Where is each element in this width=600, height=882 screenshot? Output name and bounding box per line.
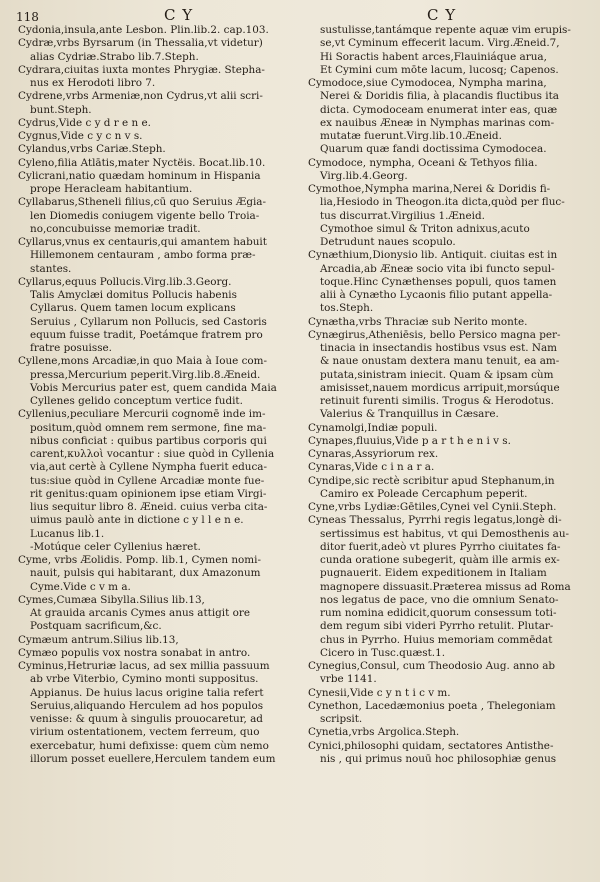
text-line: Cynaras,Vide c i n a r a. xyxy=(308,461,435,474)
text-line: Cydrara,ciuitas iuxta montes Phrygiæ. Stepha- xyxy=(18,63,265,76)
left-text-column xyxy=(18,24,300,766)
text-line: venisse: & quum à singulis prouocaretur, ad xyxy=(30,713,263,725)
text-line: Seruius , Cyllarum non Pollucis, sed Castoris xyxy=(30,315,267,328)
text-line: Cymæum antrum.Silius lib.13, xyxy=(18,633,179,646)
text-line: Cyllarus,vnus ex centauris,qui amantem habuit xyxy=(18,236,267,248)
text-line: Hi Soractis habent arces,Flauiniáque arua, xyxy=(320,50,547,63)
text-line: bunt.Steph. xyxy=(30,103,92,116)
text-line: via,aut certè à Cyllene Nympha fuerit educa- xyxy=(30,461,268,474)
right-column-heading: C Y xyxy=(427,6,457,24)
text-line: Camiro ex Poleade Cercaphum peperit. xyxy=(320,487,528,500)
text-line: Appianus. De huius lacus origine talia refert xyxy=(30,686,264,699)
text-line: Cynethon, Lacedæmonius poeta , Thelegoniam xyxy=(308,699,556,712)
text-line: uimus paulò ante in dictione c y l l e n e. xyxy=(30,514,244,527)
text-line: no,concubuisse memoriæ tradit. xyxy=(30,222,201,235)
text-line: Cynaras,Assyriorum rex. xyxy=(308,448,439,460)
text-line: tinacia in insectandis hostibus vsus est. Nam xyxy=(320,342,558,354)
text-line: Cymes,Cumæa Sibylla.Silius lib.13, xyxy=(18,593,205,606)
text-line: nis , qui primus nouū hoc philosophiæ genus xyxy=(320,752,557,765)
text-line: nos legatus de pace, vno die omnium Senato- xyxy=(320,593,559,606)
right-text-column xyxy=(308,24,590,766)
text-line: Cydonia,insula,ante Lesbon. Plin.lib.2. cap.103. xyxy=(18,24,269,36)
text-line: Cynapes,fluuius,Vide p a r t h e n i v s. xyxy=(308,434,511,447)
text-line: tus discurrat.Virgilius 1.Æneid. xyxy=(320,209,485,222)
text-line: len Diomedis coniugem vigente bello Troia- xyxy=(30,209,260,222)
text-line: Cynamolgi,Indiæ populi. xyxy=(308,421,438,434)
text-line: Nerei & Doridis filia, à placandis fluctibus ita xyxy=(320,90,559,103)
text-line: toque.Hinc Cynæthenses populi, quos tamen xyxy=(320,275,557,288)
page-header xyxy=(0,4,600,26)
text-line: fratre posuisse. xyxy=(30,342,112,354)
text-line: virium ostentationem, vectem ferreum, quo xyxy=(30,726,260,739)
text-line: alii à Cynætho Lycaonis filio putant appella- xyxy=(320,289,553,301)
page-number: 118 xyxy=(16,10,39,24)
text-line: Cyleno,filia Atlātis,mater Nyctëis. Bocat.lib.10. xyxy=(18,156,266,169)
text-line: Cymothoe,Nympha marina,Nerei & Doridis fi- xyxy=(308,183,551,195)
text-line: Cylandus,vrbs Cariæ.Steph. xyxy=(18,143,166,156)
text-line: ab vrbe Viterbio, Cymino monti suppositus. xyxy=(30,673,259,686)
text-line: Quarum quæ fandi doctissima Cymodocea. xyxy=(320,143,547,156)
text-line: magnopere dissuasit.Præterea missus ad Roma xyxy=(320,580,571,593)
text-line: Cydrus,Vide c y d r e n e. xyxy=(18,116,151,129)
text-line: stantes. xyxy=(30,262,72,275)
text-line: lia,Hesiodo in Theogon.ita dicta,quòd per fluc- xyxy=(320,196,565,209)
text-line: pugnauerit. Eidem expeditionem in Italiam xyxy=(320,567,547,580)
left-column-heading: C Y xyxy=(164,6,194,24)
text-line: Virg.lib.4.Georg. xyxy=(320,169,408,182)
text-line: & naue onustam dextera manu tenuit, ea am- xyxy=(320,355,560,368)
text-line: tos.Steph. xyxy=(320,302,374,315)
text-line: rit genitus:quam opinionem ipse etiam Virgi- xyxy=(30,487,267,500)
text-line: Vobis Mercurius pater est, quem candida Maia xyxy=(30,381,277,394)
text-line: lius sequitur libro 8. Æneid. cuius verba cita- xyxy=(30,501,268,513)
text-line: scripsit. xyxy=(320,713,363,725)
text-line: Arcadia,ab Æneæ socio vita ibi functo sepul- xyxy=(320,262,555,275)
text-line: Cydræ,vrbs Byrsarum (in Thessalia,vt videtur) xyxy=(18,37,263,50)
text-line: Cynætha,vrbs Thraciæ sub Nerito monte. xyxy=(308,315,528,328)
text-line: rum nomina edidicit,quorum consessum toti- xyxy=(320,607,557,619)
text-line: equum fuisse tradit, Poetámque fratrem pro xyxy=(30,328,263,341)
text-line: Cynægirus,Atheniēsis, bello Persico magna per- xyxy=(308,328,561,341)
text-line: Detrudunt naues scopulo. xyxy=(320,236,456,248)
text-line: nus ex Herodoti libro 7. xyxy=(30,77,156,89)
text-line: Cyndipe,sic rectè scribitur apud Stephanum,in xyxy=(308,474,555,487)
text-line: Cyllabarus,Stheneli filius,cū quo Seruius Ægia- xyxy=(18,196,267,209)
text-line: ex nauibus Æneæ in Nymphas marinas com- xyxy=(320,116,555,129)
text-line: mutatæ fuerunt.Virg.lib.10.Æneid. xyxy=(320,130,502,142)
text-line: Cyminus,Hetruriæ lacus, ad sex millia passuum xyxy=(18,660,270,672)
text-line: Cynesii,Vide c y n t i c v m. xyxy=(308,686,451,699)
text-line: Cymodoce, nympha, Oceani & Tethyos filia. xyxy=(308,156,538,169)
text-line: putata,sinistram iniecit. Quam & ipsam cùm xyxy=(320,368,554,381)
text-line: Et Cymini cum mōte lacum, lucosq; Capenos. xyxy=(320,63,559,76)
text-line: Cymæo populis vox nostra sonabat in antro. xyxy=(18,646,251,659)
text-line: Cynici,philosophi quidam, sectatores Antisthe- xyxy=(308,739,554,752)
text-line: -Motúque celer Cyllenius hæret. xyxy=(30,540,201,553)
text-line: Cyneas Thessalus, Pyrrhi regis legatus,longè di- xyxy=(308,514,562,527)
text-line: Cyllenius,peculiare Mercurii cognomē inde im- xyxy=(18,408,266,421)
text-line: pressa,Mercurium peperit.Virg.lib.8.Æneid. xyxy=(30,368,261,381)
text-line: nibus conficiat : quibus partibus corporis qui xyxy=(30,434,267,447)
text-line: Lucanus lib.1. xyxy=(30,527,105,540)
text-line: Hillemonem centauram , ambo forma præ- xyxy=(30,249,256,262)
text-line: Cymodoce,siue Cymodocea, Nympha marina, xyxy=(308,77,547,89)
text-line: Postquam sacrificum,&c. xyxy=(30,620,162,633)
text-line: Valerius & Tranquillus in Cæsare. xyxy=(320,408,499,421)
text-line: nauit, pulsis qui habitarant, dux Amazonum xyxy=(30,567,261,580)
text-line: Cyme, vrbs Æolidis. Pomp. lib.1, Cymen nomi- xyxy=(18,554,261,566)
text-line: Cymothoe simul & Triton adnixus,acuto xyxy=(320,222,530,235)
text-line: se,vt Cyminum effecerit lacum. Virg.Æneid.7, xyxy=(320,37,560,50)
text-line: Cynæthium,Dionysio lib. Antiquit. ciuitas est in xyxy=(308,249,558,262)
text-line: exercebatur, humi defixisse: quem cùm nemo xyxy=(30,739,269,752)
text-line: carent,κυλλοὶ vocantur : siue quòd in Cyllenia xyxy=(30,448,275,460)
text-line: vrbe 1141. xyxy=(320,673,377,686)
text-line: retinuit furenti similis. Trogus & Herodotus. xyxy=(320,395,554,407)
text-line: amisisset,nauem mordicus arripuit,morsúque xyxy=(320,381,560,394)
text-line: Cygnus,Vide c y c n v s. xyxy=(18,130,143,142)
text-line: Cynetia,vrbs Argolica.Steph. xyxy=(308,726,460,739)
text-line: Talis Amyclæi domitus Pollucis habenis xyxy=(30,289,237,301)
text-line: tus:siue quòd in Cyllene Arcadiæ monte fue- xyxy=(30,474,265,487)
text-line: Cyne,vrbs Lydiæ:Gētiles,Cynei vel Cynii.Steph. xyxy=(308,501,557,513)
text-line: alias Cydriæ.Strabo lib.7.Steph. xyxy=(30,50,199,63)
text-line: At grauida arcanis Cymes anus attigit ore xyxy=(30,607,250,619)
text-line: Cicero in Tusc.quæst.1. xyxy=(320,646,445,659)
text-line: Cyllarus. Quem tamen locum explicans xyxy=(30,302,236,315)
text-line: Cynegius,Consul, cum Theodosio Aug. anno ab xyxy=(308,660,556,672)
text-line: positum,quòd omnem rem sermone, fine ma- xyxy=(30,421,267,434)
text-line: prope Heracleam habitantium. xyxy=(30,183,193,195)
text-line: dicta. Cymodoceam enumerat inter eas, quæ xyxy=(320,103,558,116)
text-line: Cydrene,vrbs Armeniæ,non Cydrus,vt alii scri- xyxy=(18,90,263,103)
text-line: sertissimus est habitus, vt qui Demosthenis au- xyxy=(320,527,570,540)
text-line: Cyllenes gelido conceptum vertice fudit. xyxy=(30,395,243,407)
text-line: dem regum sibi videri Pyrrho retulit. Plutar- xyxy=(320,620,554,633)
text-line: Cylicrani,natio quædam hominum in Hispania xyxy=(18,169,261,182)
text-line: illorum posset euellere,Herculem tandem eum xyxy=(30,752,276,765)
text-line: chus in Pyrrho. Huius memoriam commēdat xyxy=(320,633,553,646)
text-line: Seruius,aliquando Herculem ad hos populos xyxy=(30,699,264,712)
text-line: Cyllarus,equus Pollucis.Virg.lib.3.Georg. xyxy=(18,275,232,288)
text-line: Cyllene,mons Arcadiæ,in quo Maia à Ioue com- xyxy=(18,355,268,368)
text-line: Cyme.Vide c v m a. xyxy=(30,580,131,593)
text-line: sustulisse,tantámque repente aquæ vim erupis- xyxy=(320,24,571,36)
text-line: ditor fuerit,adeò vt plures Pyrrho ciuitates fa- xyxy=(320,540,561,553)
text-line: cunda oratione subegerit, quàm ille armis ex- xyxy=(320,554,560,566)
